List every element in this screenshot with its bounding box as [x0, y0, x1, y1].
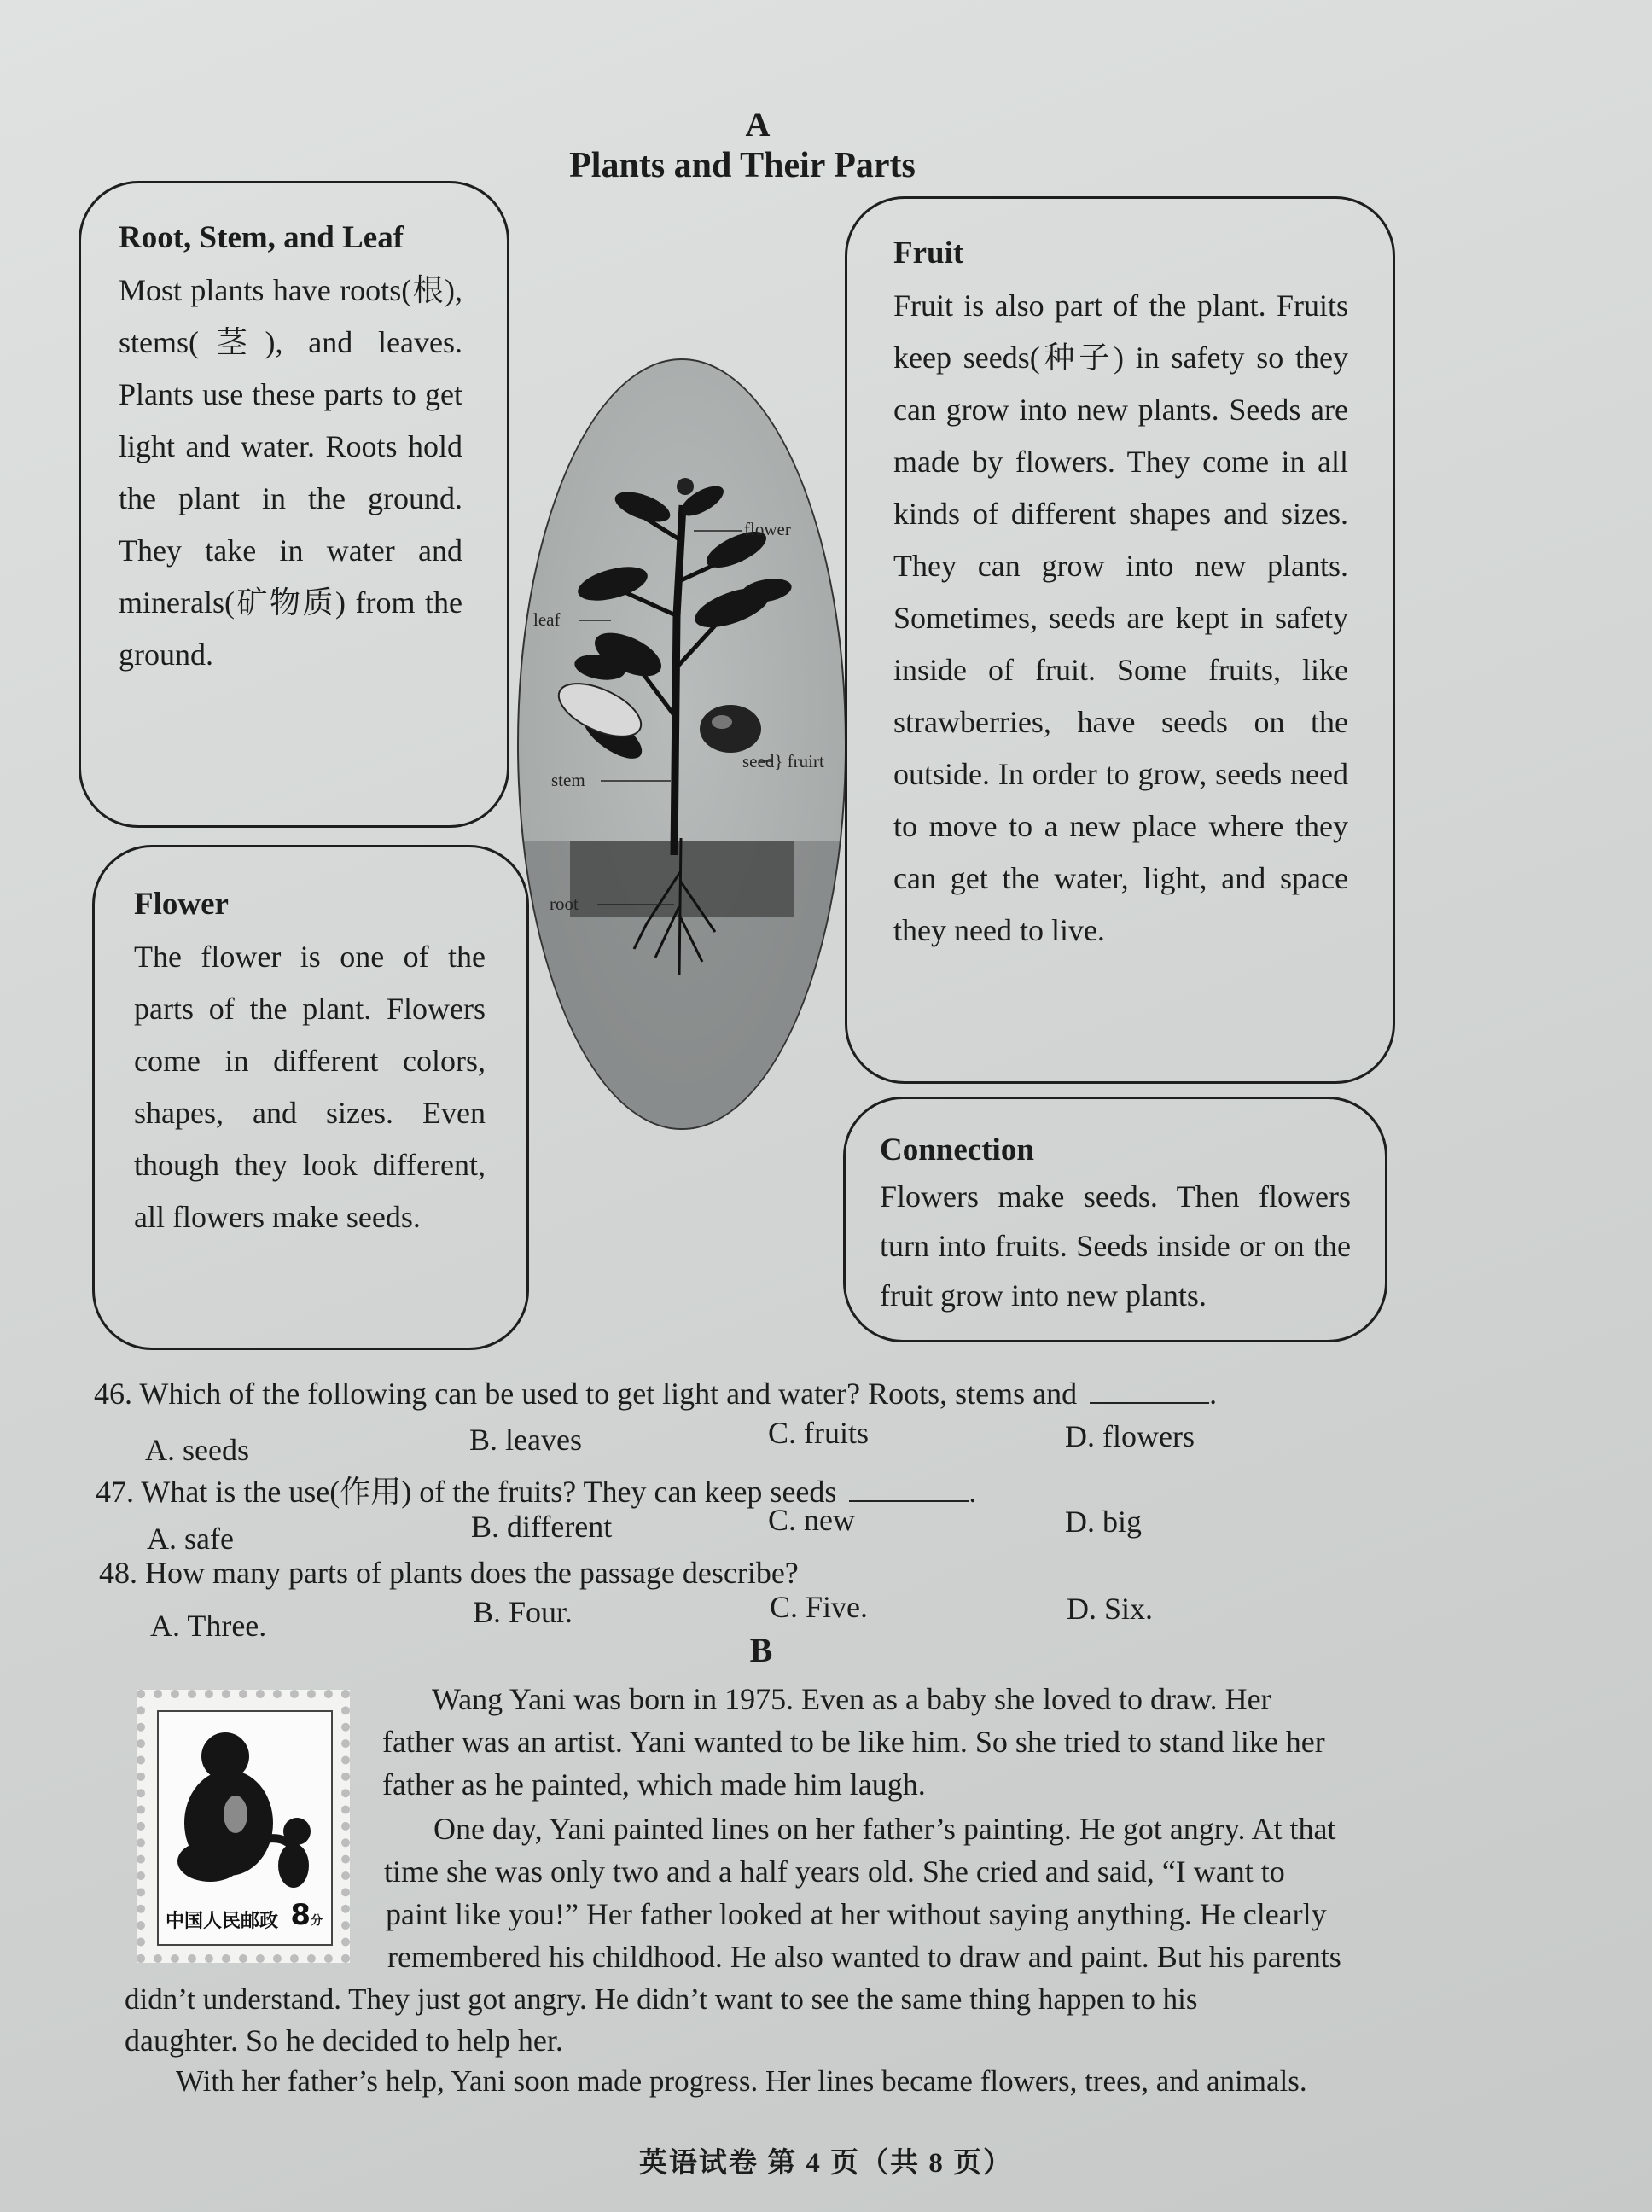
connection-box [843, 1097, 1387, 1342]
question-46-stem: 46. Which of the following can be used to get light and water? Roots, stems and [94, 1377, 1078, 1411]
stamp-face [157, 1710, 333, 1946]
passage-b-line-3: father as he painted, which made him laugh. [382, 1767, 926, 1802]
flower-bud [677, 478, 694, 495]
section-b-letter: B [749, 1631, 773, 1669]
fruit-heading: Fruit [893, 236, 964, 271]
connection-text: Flowers make seeds. Then flowers turn into fruits. Seeds inside or on the fruit grow into new plants. [880, 1179, 1351, 1313]
monkey-stamp [137, 1690, 350, 1963]
root-stem-leaf-heading: Root, Stem, and Leaf [119, 220, 404, 255]
q48-option-a[interactable]: A. Three. [150, 1609, 267, 1643]
answer-blank-46[interactable] [1090, 1377, 1209, 1404]
q46-option-d[interactable]: D. flowers [1065, 1419, 1195, 1453]
question-48: 48. How many parts of plants does the passage describe? [99, 1556, 799, 1590]
diagram-label-flower: flower [744, 519, 791, 539]
diagram-label-seed: seed [742, 751, 775, 771]
stamp-value-number: 8 [290, 1898, 311, 1932]
root-stem-leaf-text: Most plants have roots(根), stems(茎), and leaves. Plants use these parts to get light and water. Roots hold the plant in the ground. They take in water and minerals(矿物质) from the ground. [119, 273, 462, 672]
passage-b-line-2: father was an artist. Yani wanted to be like him. So she tried to stand like her [382, 1725, 1325, 1759]
page-footer: 英语试卷 第 4 页（共 8 页） [638, 2148, 1014, 2179]
page-title: Plants and Their Parts [569, 146, 916, 185]
plant-illustration [519, 360, 845, 1128]
fruit-highlight [712, 715, 732, 729]
question-46: 46. Which of the following can be used to get light and water? Roots, stems and . [94, 1377, 1218, 1411]
plant-diagram [517, 358, 846, 1130]
passage-b-line-9: daughter. So he decided to help her. [125, 2023, 563, 2058]
q46-option-c[interactable]: C. fruits [768, 1416, 870, 1450]
diagram-label-seed-fruit: seed} fruirt [742, 751, 824, 771]
stamp-country: 中国人民邮政 [166, 1911, 279, 1932]
root-stem-leaf-box [79, 181, 509, 828]
section-a-letter: A [745, 105, 771, 143]
passage-b-line-7: remembered his childhood. He also wanted to draw and paint. But his parents [387, 1940, 1341, 1974]
passage-b-line-6: paint like you!” Her father looked at her without saying anything. He clearly [386, 1897, 1327, 1931]
connection-heading: Connection [880, 1132, 1034, 1167]
q48-option-b[interactable]: B. Four. [473, 1595, 573, 1629]
q46-option-b[interactable]: B. leaves [469, 1423, 582, 1457]
passage-b-line-1: Wang Yani was born in 1975. Even as a baby she loved to draw. Her [432, 1682, 1271, 1716]
stem-line [674, 505, 683, 855]
stamp-value-unit: 分 [311, 1914, 323, 1928]
flower-text: The flower is one of the parts of the plant. Flowers come in different colors, shapes, and sizes. Even though they look different, all flowers make seeds. [134, 940, 486, 1234]
question-47: 47. What is the use(作用) of the fruits? They can keep seeds . [96, 1475, 977, 1509]
passage-b-line-10: With her father’s help, Yani soon made progress. Her lines became flowers, trees, and animals. [176, 2064, 1307, 2098]
q48-option-d[interactable]: D. Six. [1067, 1592, 1154, 1626]
diagram-label-stem: stem [551, 770, 585, 790]
diagram-label-fruit: fruirt [787, 751, 824, 771]
q47-option-c[interactable]: C. new [768, 1503, 855, 1537]
q48-option-c[interactable]: C. Five. [770, 1590, 869, 1624]
passage-b-line-4: One day, Yani painted lines on her father’s painting. He got angry. At that [433, 1812, 1336, 1846]
q46-option-a[interactable]: A. seeds [145, 1433, 249, 1467]
flower-heading: Flower [134, 887, 229, 922]
stamp-value [290, 1898, 323, 1932]
fruit-box [845, 196, 1395, 1084]
q47-option-d[interactable]: D. big [1065, 1505, 1142, 1539]
passage-b-line-8: didn’t understand. They just got angry. He didn’t want to see the same thing happen to his [125, 1982, 1198, 2016]
passage-b-line-5: time she was only two and a half years old. She cried and said, “I want to [384, 1854, 1285, 1889]
diagram-label-leaf: leaf [533, 609, 561, 630]
flower-box [92, 845, 529, 1350]
diagram-label-root: root [550, 894, 579, 914]
fruit-shape [700, 705, 761, 753]
fruit-text: Fruit is also part of the plant. Fruits keep seeds(种子) in safety so they can grow into new plants. Seeds are made by flowers. They come in all kinds of different shapes and sizes. They can grow into new plants. Sometimes, seeds are kept in safety inside of fruit. Some fruits, like strawberries, have seeds on the outside. In order to grow, seeds need to move to a new place where they can get the water, light, and space they need to live. [893, 288, 1348, 947]
q47-option-a[interactable]: A. safe [147, 1522, 234, 1556]
q47-option-b[interactable]: B. different [471, 1510, 613, 1544]
answer-blank-47[interactable] [849, 1475, 969, 1502]
question-47-stem: 47. What is the use(作用) of the fruits? They can keep seeds [96, 1475, 837, 1509]
